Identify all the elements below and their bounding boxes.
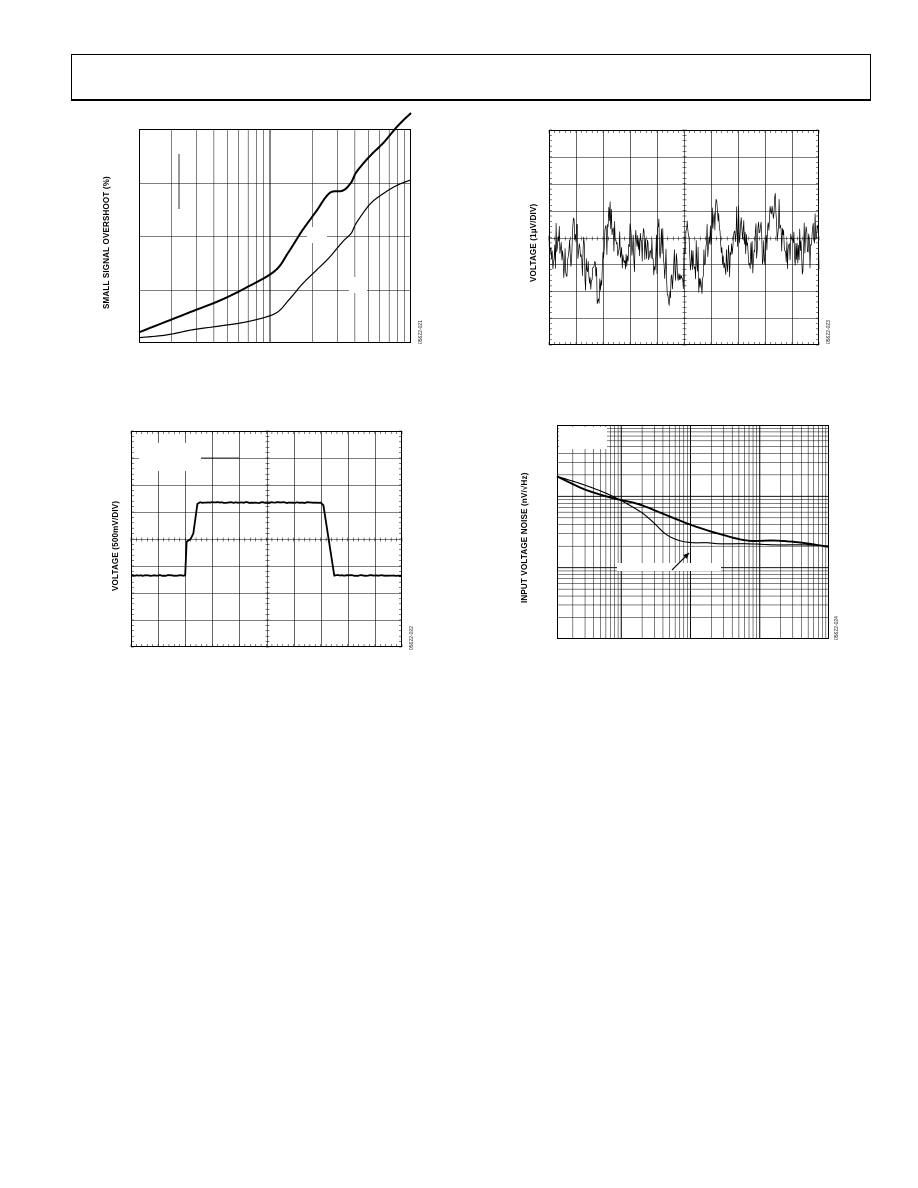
input-voltage-noise-chart-label-gap — [559, 427, 607, 449]
overshoot-chart-plot — [139, 129, 411, 343]
voltage-noise-time-chart-plot — [549, 130, 819, 345]
large-signal-pulse-chart — [131, 431, 402, 647]
large-signal-pulse-chart-figure-code: 05622-022 — [409, 626, 415, 650]
overshoot-chart-series-1 — [139, 113, 411, 332]
large-signal-pulse-chart-label-gap — [139, 443, 201, 471]
input-voltage-noise-chart — [557, 425, 829, 639]
overshoot-chart-figure-code: 05622-021 — [418, 320, 424, 344]
input-voltage-noise-chart-series-1 — [557, 476, 829, 547]
overshoot-chart-ylabel: SMALL SIGNAL OVERSHOOT (%) — [102, 176, 111, 309]
voltage-noise-time-chart — [549, 130, 819, 345]
voltage-noise-time-chart-ylabel: VOLTAGE (1µV/DIV) — [529, 203, 538, 282]
input-voltage-noise-chart-plot — [557, 425, 829, 639]
overshoot-chart-series-2 — [139, 180, 411, 338]
page-header-frame — [71, 54, 871, 101]
input-voltage-noise-chart-series-2 — [557, 476, 829, 546]
overshoot-chart-label-gap — [307, 227, 327, 243]
input-voltage-noise-chart-ylabel: INPUT VOLTAGE NOISE (nV/√Hz) — [520, 472, 529, 603]
large-signal-pulse-chart-ylabel: VOLTAGE (500mV/DIV) — [111, 500, 120, 591]
overshoot-chart-frame — [140, 130, 411, 343]
large-signal-pulse-chart-plot — [131, 431, 402, 647]
overshoot-chart — [139, 129, 411, 343]
overshoot-chart-label-gap — [349, 277, 367, 293]
voltage-noise-time-chart-figure-code: 05622-023 — [826, 320, 832, 344]
input-voltage-noise-chart-figure-code: 05622-024 — [834, 616, 840, 640]
input-voltage-noise-chart-label-gap — [617, 563, 721, 571]
voltage-noise-time-chart-noise-trace — [549, 194, 819, 306]
input-voltage-noise-chart-frame — [558, 426, 829, 639]
